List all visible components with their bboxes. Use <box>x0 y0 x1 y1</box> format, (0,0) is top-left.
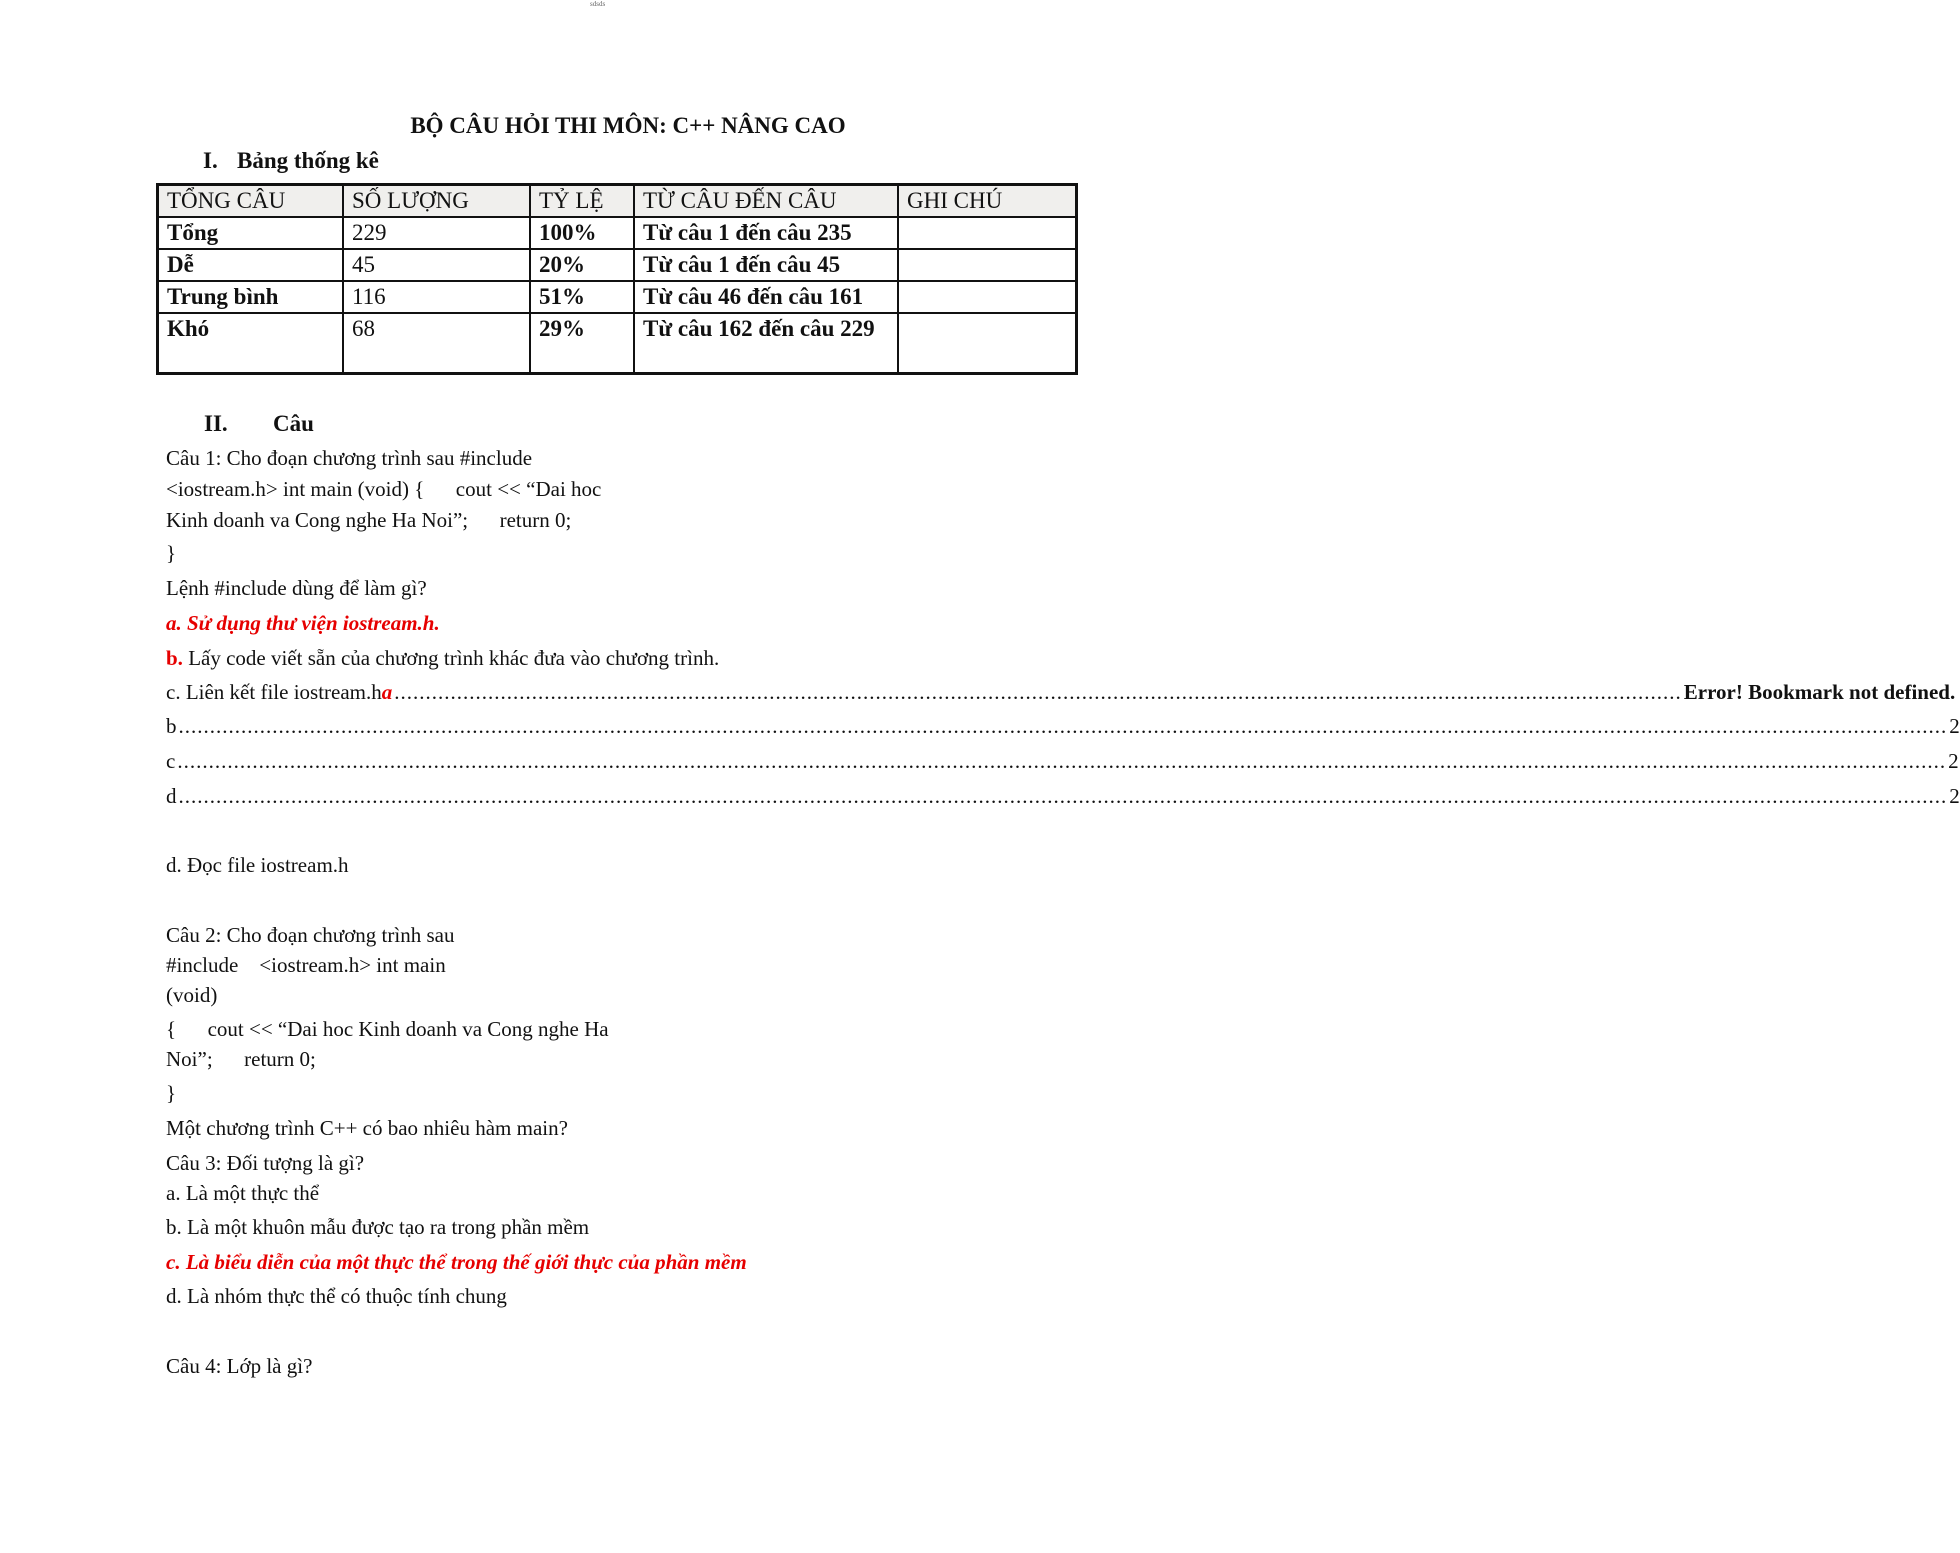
question-3-option-a: a. Là một thực thể <box>166 1181 320 1205</box>
question-2-code: Noi”; return 0; <box>166 1047 316 1071</box>
toc-entry[interactable] <box>166 749 1959 774</box>
table-cell: 116 <box>343 281 530 313</box>
table-header-cell: TỔNG CÂU <box>158 185 344 218</box>
bookmark-error: Error! Bookmark not defined. <box>1683 680 1956 704</box>
table-header-row <box>158 185 1077 218</box>
section-heading-questions <box>204 411 314 437</box>
section-number: I. <box>203 148 218 173</box>
header-mark: sdsds <box>590 0 606 8</box>
section-number: II. <box>204 411 228 436</box>
table-cell: Từ câu 1 đến câu 45 <box>634 249 898 281</box>
question-1-option-a-correct: a. Sử dụng thư viện iostream.h. <box>166 611 440 635</box>
table-header-cell: TỪ CÂU ĐẾN CÂU <box>634 185 898 218</box>
table-cell: Từ câu 162 đến câu 229 <box>634 313 898 374</box>
toc-label: c <box>166 749 176 773</box>
option-letter: b. <box>166 646 183 670</box>
table-cell: 29% <box>530 313 634 374</box>
table-row <box>158 249 1077 281</box>
question-1-code: } <box>166 541 177 565</box>
table-cell: Khó <box>158 313 344 374</box>
toc-leader-dots: ........................................................................................................................................................................................................................................................................................... <box>178 784 1948 808</box>
table-row <box>158 217 1077 249</box>
table-cell: 20% <box>530 249 634 281</box>
toc-leader-dots: ........................................................................................................................................................................................................................................................................................... <box>178 714 1948 738</box>
question-3-option-d: d. Là nhóm thực thể có thuộc tính chung <box>166 1284 507 1308</box>
table-cell <box>898 313 1077 374</box>
question-4-text: Câu 4: Lớp là gì? <box>166 1354 313 1378</box>
toc-label: d <box>166 784 177 808</box>
question-2-code: #include <iostream.h> int main <box>166 953 446 977</box>
table-cell: Từ câu 1 đến câu 235 <box>634 217 898 249</box>
toc-leader-dots: .............................................................................................................................................................................................................. <box>394 680 1682 704</box>
table-row <box>158 281 1077 313</box>
table-cell: Dễ <box>158 249 344 281</box>
question-2-text: Câu 2: Cho đoạn chương trình sau <box>166 923 455 947</box>
table-cell: Trung bình <box>158 281 344 313</box>
question-1-prompt: Lệnh #include dùng để làm gì? <box>166 576 427 600</box>
toc-entry[interactable] <box>166 784 1960 809</box>
toc-page: 2 <box>1949 714 1960 738</box>
question-2-code: (void) <box>166 983 218 1007</box>
option-red-letter: a <box>381 680 393 704</box>
section-label: Câu <box>273 411 314 436</box>
question-1-option-c <box>166 680 1956 705</box>
table-cell: 229 <box>343 217 530 249</box>
section-heading-statistics <box>203 148 379 174</box>
section-label: Bảng thống kê <box>237 148 379 173</box>
toc-leader-dots: ........................................................................................................................................................................................................................................................................................... <box>177 749 1947 773</box>
toc-page: 2 <box>1949 784 1960 808</box>
question-2-code: { cout << “Dai hoc Kinh doanh va Cong nghe Ha <box>166 1017 609 1041</box>
toc-label: b <box>166 714 177 738</box>
table-cell: Tổng <box>158 217 344 249</box>
table-cell: 51% <box>530 281 634 313</box>
option-text: Lấy code viết sẵn của chương trình khác đưa vào chương trình. <box>182 646 720 670</box>
table-header-cell: SỐ LƯỢNG <box>343 185 530 218</box>
question-3-text: Câu 3: Đối tượng là gì? <box>166 1151 365 1175</box>
table-cell <box>898 217 1077 249</box>
option-text: c. Liên kết file iostream.h <box>166 680 382 704</box>
question-1-option-b <box>166 646 719 671</box>
document-title: BỘ CÂU HỎI THI MÔN: C++ NÂNG CAO <box>410 113 846 138</box>
table-cell: 68 <box>343 313 530 374</box>
table-row <box>158 313 1077 374</box>
table-cell: Từ câu 46 đến câu 161 <box>634 281 898 313</box>
table-header-cell: GHI CHÚ <box>898 185 1077 218</box>
table-cell: 100% <box>530 217 634 249</box>
table-cell <box>898 249 1077 281</box>
toc-page: 2 <box>1948 749 1959 773</box>
toc-entry[interactable] <box>166 714 1960 739</box>
question-1-text: Câu 1: Cho đoạn chương trình sau #include <box>166 446 533 470</box>
question-1-code: <iostream.h> int main (void) { cout << “Dai hoc <box>166 477 602 501</box>
question-2-code: } <box>166 1081 177 1105</box>
question-3-option-b: b. Là một khuôn mẫu được tạo ra trong phần mềm <box>166 1215 590 1239</box>
table-cell <box>898 281 1077 313</box>
question-1-code: Kinh doanh va Cong nghe Ha Noi”; return 0; <box>166 508 572 532</box>
statistics-table <box>156 183 1078 375</box>
question-2-prompt: Một chương trình C++ có bao nhiêu hàm main? <box>166 1116 568 1140</box>
table-cell: 45 <box>343 249 530 281</box>
table-header-cell: TỶ LỆ <box>530 185 634 218</box>
question-1-option-d: d. Đọc file iostream.h <box>166 853 349 877</box>
question-3-option-c-correct: c. Là biểu diễn của một thực thể trong thế giới thực của phần mềm <box>166 1250 747 1274</box>
